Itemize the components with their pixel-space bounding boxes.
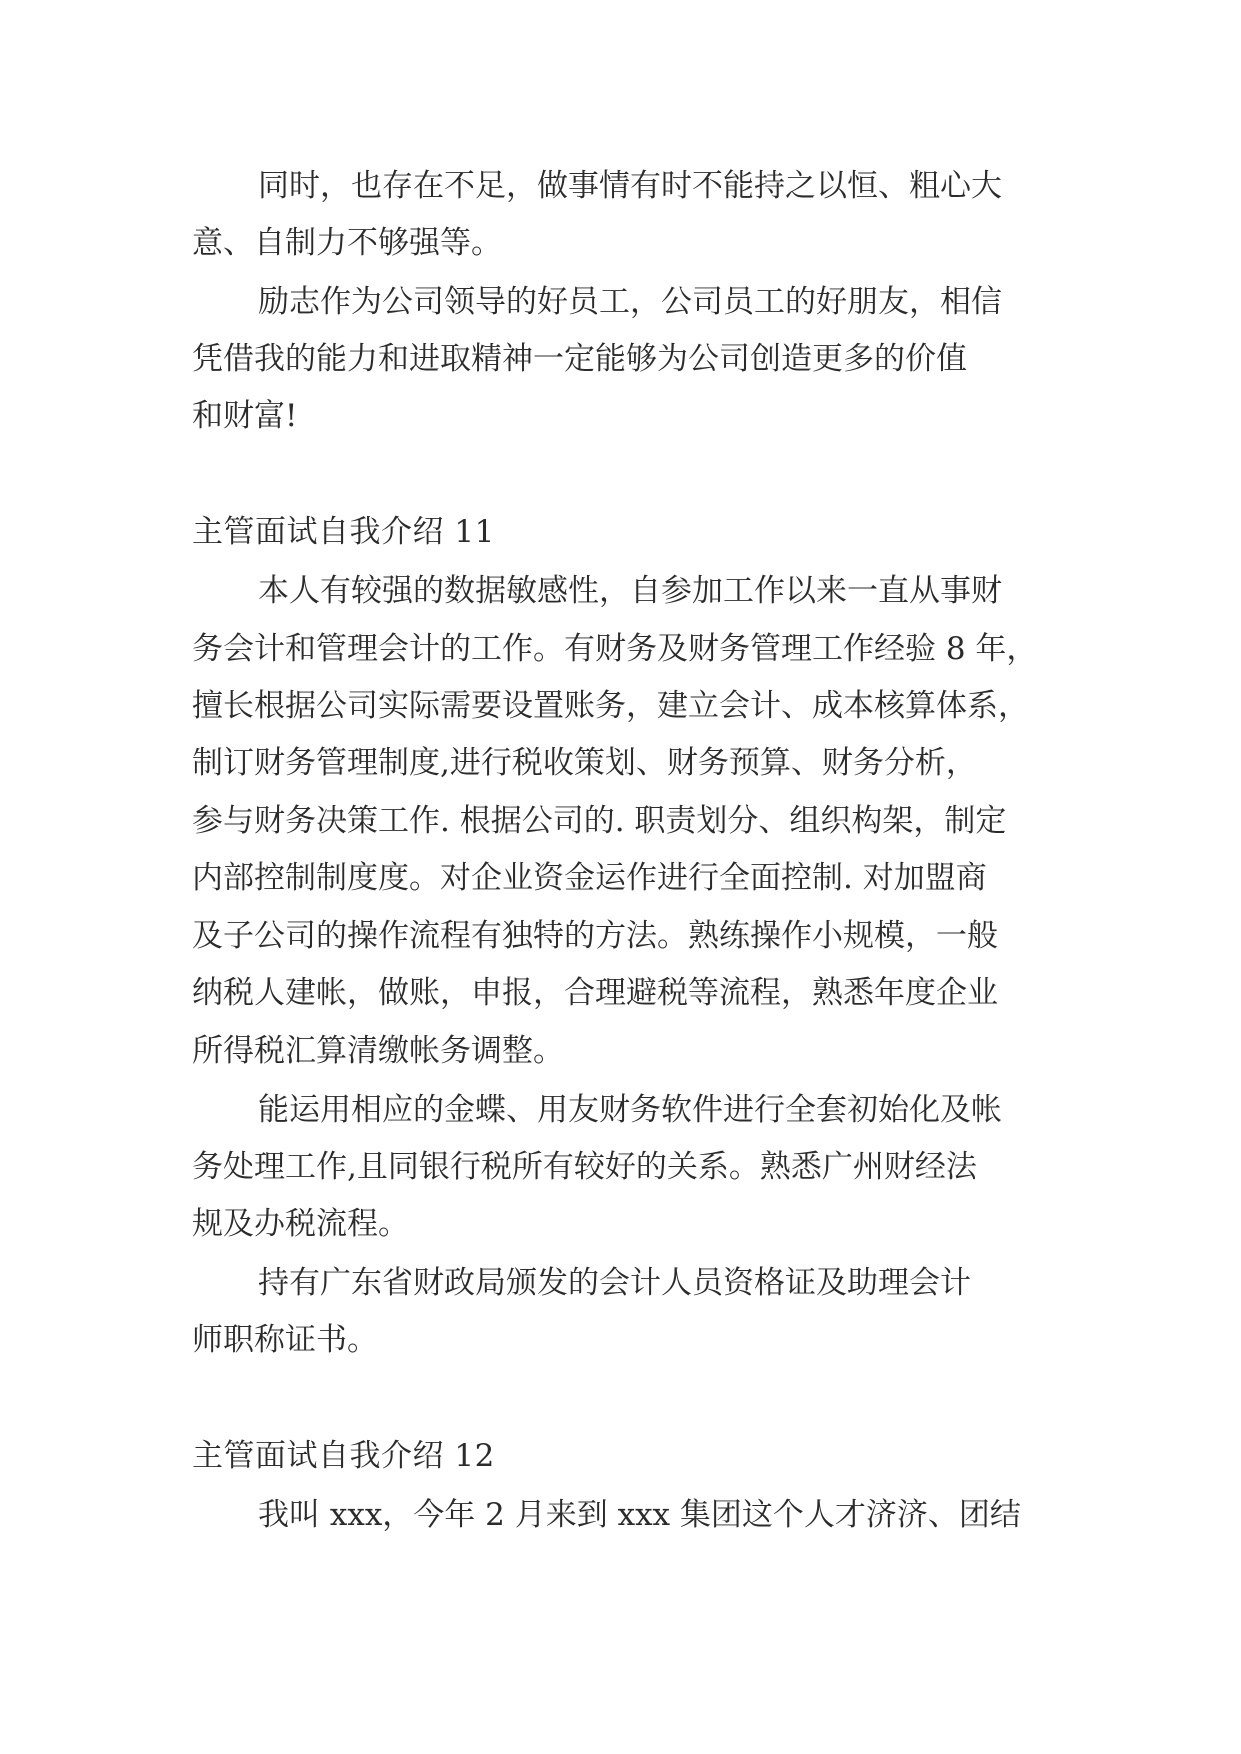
paragraph-line: 本人有较强的数据敏感性，自参加工作以来一直从事财 (258, 573, 1002, 609)
paragraph-line: 参与财务决策工作. 根据公司的. 职责划分、组织构架，制定 (192, 803, 1007, 839)
paragraph-line: 规及办税流程。 (192, 1206, 409, 1242)
paragraph-line: 及子公司的操作流程有独特的方法。熟练操作小规模，一般 (192, 918, 998, 954)
paragraph-line: 所得税汇算清缴帐务调整。 (192, 1033, 564, 1069)
paragraph-line: 务会计和管理会计的工作。有财务及财务管理工作经验 8 年， (192, 631, 1038, 667)
paragraph-line: 内部控制制度度。对企业资金运作进行全面控制. 对加盟商 (192, 860, 987, 896)
paragraph-line: 制订财务管理制度,进行税收策划、财务预算、财务分析， (192, 745, 977, 781)
paragraph-line: 务处理工作,且同银行税所有较好的关系。熟悉广州财经法 (192, 1149, 977, 1185)
paragraph-line: 意、自制力不够强等。 (192, 225, 502, 261)
section-heading: 主管面试自我介绍 12 (192, 1438, 495, 1474)
paragraph-line: 凭借我的能力和进取精神一定能够为公司创造更多的价值 (192, 341, 967, 377)
paragraph-line: 励志作为公司领导的好员工，公司员工的好朋友，相信 (258, 284, 1002, 320)
paragraph-line: 能运用相应的金蝶、用友财务软件进行全套初始化及帐 (258, 1092, 1002, 1128)
section-heading: 主管面试自我介绍 11 (192, 514, 495, 550)
paragraph-line: 同时，也存在不足，做事情有时不能持之以恒、粗心大 (258, 168, 1002, 204)
paragraph-line: 和财富! (192, 398, 298, 434)
paragraph-line: 师职称证书。 (192, 1322, 378, 1358)
paragraph-line: 持有广东省财政局颁发的会计人员资格证及助理会计 (258, 1265, 971, 1301)
paragraph-line: 纳税人建帐，做账，申报，合理避税等流程，熟悉年度企业 (192, 975, 998, 1011)
paragraph-line: 我叫 xxx，今年 2 月来到 xxx 集团这个人才济济、团结 (258, 1497, 1021, 1533)
paragraph-line: 擅长根据公司实际需要设置账务，建立会计、成本核算体系， (192, 688, 1029, 724)
